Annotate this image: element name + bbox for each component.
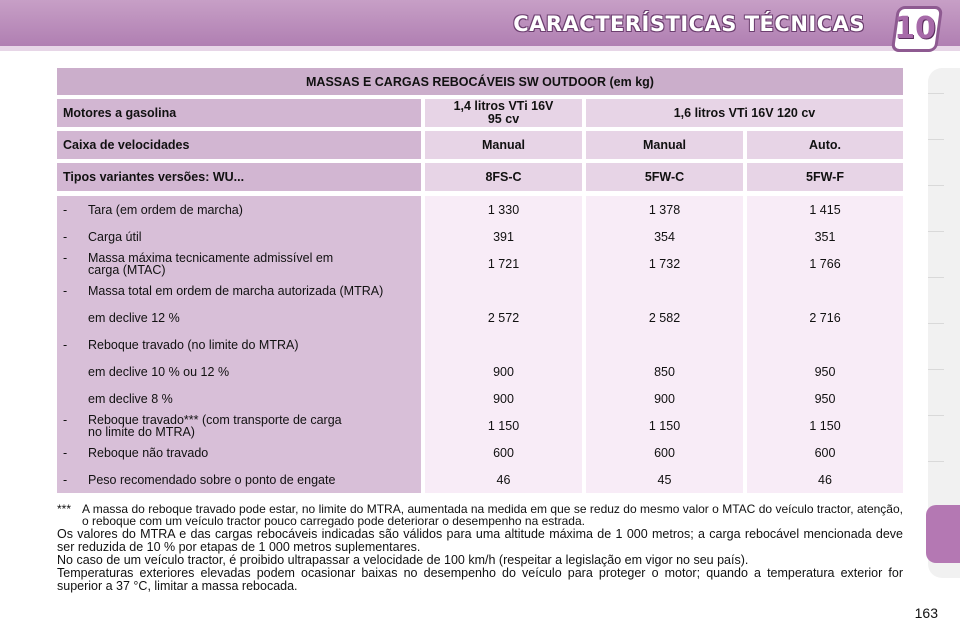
variants-label: Tipos variantes versões: WU... [57,163,421,191]
table-row [57,196,903,223]
row-value: 1 150 [582,412,743,439]
footnote-text: A massa do reboque travado pode estar, no limite do MTRA, aumentada na medida em que se reduz do mesmo valor o MTAC do veículo tractor, atenção, o reboque com um veículo tractor pouco carregado pode deteriorar o desempenho na estrada. [82,502,903,528]
gearbox-row [57,131,903,159]
specs-table-header [57,64,903,195]
gearbox-value: Manual [582,131,743,159]
row-value: 45 [582,466,743,493]
row-value [743,331,903,358]
table-row [57,277,903,304]
row-value: 1 415 [743,196,903,223]
row-value: 2 572 [421,304,582,331]
tab-divider [928,461,944,462]
row-label: - Reboque travado*** (com transporte de carga no limite do MTRA) [57,412,421,439]
engine-col-2: 1,6 litros VTi 16V 120 cv [582,99,903,127]
page-title: CARACTERÍSTICAS TÉCNICAS [513,12,865,36]
row-label: - Reboque travado (no limite do MTRA) [57,331,421,358]
row-label: - Tara (em ordem de marcha) [57,196,421,223]
row-value [421,277,582,304]
table-row [57,223,903,250]
note-paragraph: No caso de um veículo tractor, é proibido ultrapassar a velocidade de 100 km/h (respeitar a legislação em vigor no seu país). [57,553,749,567]
engine-label: Motores a gasolina [57,99,421,127]
row-value: 850 [582,358,743,385]
tab-divider [928,369,944,370]
row-value [421,331,582,358]
tab-divider [928,231,944,232]
row-value: 354 [582,223,743,250]
row-value: 600 [421,439,582,466]
table-row [57,412,903,439]
engine-col-1: 1,4 litros VTi 16V 95 cv [421,99,582,127]
row-value [582,331,743,358]
row-value: 2 716 [743,304,903,331]
variant-value: 5FW-C [582,163,743,191]
page-number: 163 [914,605,938,621]
row-value: 600 [743,439,903,466]
row-value: 900 [421,358,582,385]
tab-divider [928,323,944,324]
row-value: 1 150 [421,412,582,439]
table-row [57,250,903,277]
engine-row [57,99,903,127]
gearbox-value: Auto. [743,131,903,159]
table-title: MASSAS E CARGAS REBOCÁVEIS SW OUTDOOR (em kg) [57,68,903,95]
row-value: 46 [743,466,903,493]
table-row [57,304,903,331]
tab-divider [928,93,944,94]
row-label: - Reboque não travado [57,439,421,466]
row-value: 950 [743,358,903,385]
note-paragraph: Temperaturas exteriores elevadas podem ocasionar baixas no desempenho do veículo para proteger o motor; quando a temperatura exterior for superior a 37 °C, limitar a massa rebocada. [57,566,903,593]
note-paragraph: Os valores do MTRA e das cargas rebocáveis indicadas são válidos para uma altitude máxima de 1 000 metros; a carga rebocável mencionada deve ser reduzida de 10 % por etapas de 1 000 metros suplementares. [57,527,903,554]
row-value: 1 150 [743,412,903,439]
row-label: em declive 8 % [57,385,421,412]
row-label: em declive 10 % ou 12 % [57,358,421,385]
gearbox-label: Caixa de velocidades [57,131,421,159]
table-row [57,331,903,358]
row-label: - Massa total em ordem de marcha autorizada (MTRA) [57,277,421,304]
table-title-row [57,68,903,95]
row-value: 950 [743,385,903,412]
table-row [57,439,903,466]
row-value: 351 [743,223,903,250]
specs-table-body [57,196,903,493]
row-value: 1 766 [743,250,903,277]
table-row [57,358,903,385]
chapter-number: 10 [894,11,936,46]
header-stripe [0,46,960,51]
table-row [57,466,903,493]
row-value: 900 [582,385,743,412]
tab-divider [928,185,944,186]
chapter-tab-active[interactable] [926,505,960,563]
variant-value: 5FW-F [743,163,903,191]
notes-section [57,503,903,593]
row-value: 2 582 [582,304,743,331]
table-row [57,385,903,412]
footnote-mark: *** [57,502,72,516]
variant-value: 8FS-C [421,163,582,191]
row-label: - Carga útil [57,223,421,250]
gearbox-value: Manual [421,131,582,159]
row-label: - Massa máxima tecnicamente admissível em carga (MTAC) [57,250,421,277]
row-value: 391 [421,223,582,250]
row-value: 900 [421,385,582,412]
tab-divider [928,277,944,278]
variants-row [57,163,903,191]
row-value: 46 [421,466,582,493]
row-value: 1 330 [421,196,582,223]
row-value [582,277,743,304]
row-value: 1 732 [582,250,743,277]
row-value: 600 [582,439,743,466]
tab-divider [928,415,944,416]
row-value: 1 378 [582,196,743,223]
footnote [57,503,903,527]
row-label: - Peso recomendado sobre o ponto de engate [57,466,421,493]
row-label: em declive 12 % [57,304,421,331]
row-value: 1 721 [421,250,582,277]
tab-divider [928,139,944,140]
row-value [743,277,903,304]
